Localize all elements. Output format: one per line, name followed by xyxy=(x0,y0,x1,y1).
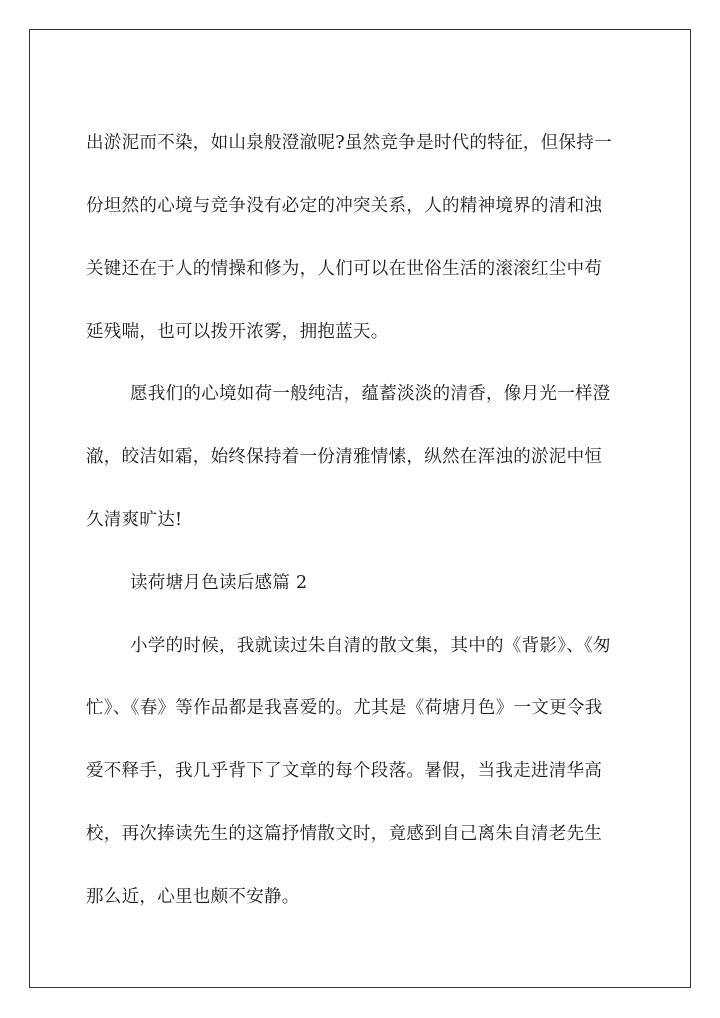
paragraph-line: 澈，皎洁如霜，始终保持着一份清雅情愫，纵然在浑浊的淤泥中恒 xyxy=(86,447,603,467)
paragraph-line: 那么近，心里也颇不安静。 xyxy=(86,887,300,907)
paragraph-line: 延残喘，也可以拨开浓雾，拥抱蓝天。 xyxy=(86,322,389,342)
paragraph-line: 小学的时候，我就读过朱自清的散文集，其中的《背影》、《匆 xyxy=(130,636,611,656)
paragraph-line: 愿我们的心境如荷一般纯洁，蕴蓄淡淡的清香，像月光一样澄 xyxy=(130,384,611,404)
paragraph-line: 出淤泥而不染，如山泉般澄澈呢?虽然竞争是时代的特征，但保持一 xyxy=(86,133,612,153)
page-border xyxy=(29,29,691,988)
paragraph-line: 校，再次捧读先生的这篇抒情散文时，竟感到自己离朱自清老先生 xyxy=(86,824,603,844)
paragraph-line: 久清爽旷达! xyxy=(86,510,183,530)
paragraph-line: 爱不释手，我几乎背下了文章的每个段落。暑假，当我走进清华高 xyxy=(86,761,603,781)
paragraph-line: 关键还在于人的情操和修为，人们可以在世俗生活的滚滚红尘中苟 xyxy=(86,259,603,279)
section-heading: 读荷塘月色读后感篇 2 xyxy=(130,573,308,593)
paragraph-line: 份坦然的心境与竞争没有必定的冲突关系，人的精神境界的清和浊 xyxy=(86,196,603,216)
paragraph-line: 忙》、《春》等作品都是我喜爱的。尤其是《荷塘月色》一文更令我 xyxy=(86,698,603,718)
